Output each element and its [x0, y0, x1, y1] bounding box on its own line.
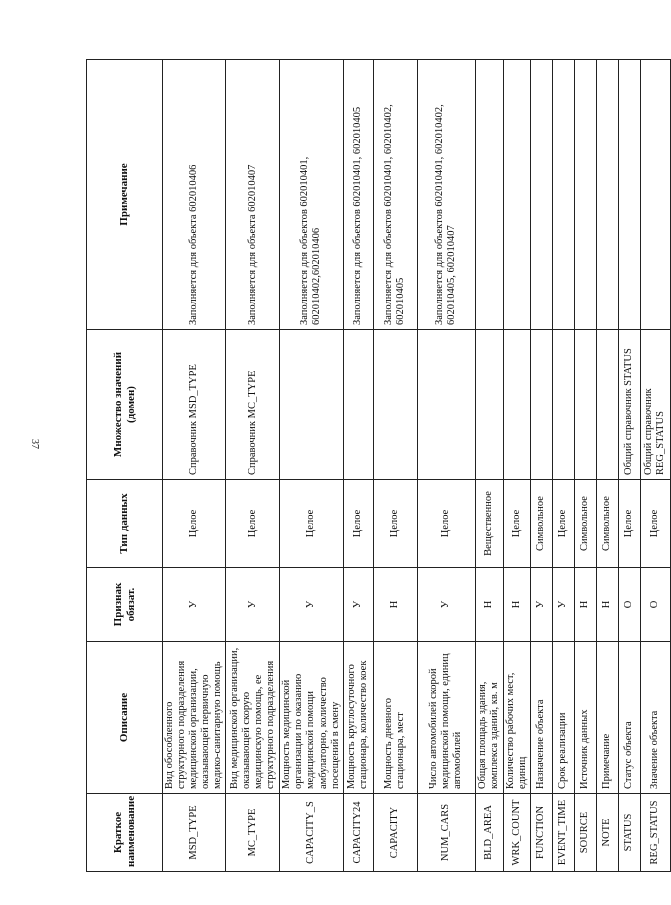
- cell-data-type: Целое: [640, 480, 670, 568]
- cell-description: Мощность круглосуточного стационара, количество коек: [343, 642, 373, 794]
- cell-required: У: [530, 568, 552, 642]
- cell-note: Заполняется для объектов 602010401, 602010402,602010406: [280, 60, 343, 330]
- cell-note: [618, 60, 640, 330]
- cell-note: Заполняется для объекта 602010407: [226, 60, 280, 330]
- cell-short-name: STATUS: [618, 794, 640, 872]
- cell-data-type: Целое: [417, 480, 475, 568]
- cell-note: [596, 60, 618, 330]
- cell-domain: Справочник MSD_TYPE: [163, 330, 226, 480]
- cell-short-name: CAPACITY24: [343, 794, 373, 872]
- cell-note: [574, 60, 596, 330]
- cell-required: Н: [574, 568, 596, 642]
- cell-data-type: Целое: [280, 480, 343, 568]
- cell-description: Мощность медицинской организации по оказанию медицинской помощи амбулаторно, количество посещений в смену: [280, 642, 343, 794]
- cell-required: У: [417, 568, 475, 642]
- cell-domain: Общий справочник STATUS: [618, 330, 640, 480]
- cell-domain: [552, 330, 574, 480]
- table-row: [373, 60, 417, 872]
- cell-data-type: Символьное: [596, 480, 618, 568]
- header-note: Примечание: [87, 60, 163, 330]
- table-row: [417, 60, 475, 872]
- page-number: 37: [29, 439, 40, 449]
- cell-short-name: CAPACITY: [373, 794, 417, 872]
- cell-required: У: [343, 568, 373, 642]
- cell-description: Примечание: [596, 642, 618, 794]
- cell-short-name: CAPACITY_S: [280, 794, 343, 872]
- cell-data-type: Целое: [618, 480, 640, 568]
- table-row: [280, 60, 343, 872]
- cell-short-name: REG_STATUS: [640, 794, 670, 872]
- cell-data-type: Символьное: [530, 480, 552, 568]
- cell-data-type: Целое: [163, 480, 226, 568]
- cell-data-type: Целое: [552, 480, 574, 568]
- cell-required: Н: [596, 568, 618, 642]
- cell-note: Заполняется для объектов 602010401, 602010402, 602010405, 602010407: [417, 60, 475, 330]
- table-row: [574, 60, 596, 872]
- cell-description: Назначение объекта: [530, 642, 552, 794]
- cell-data-type: Символьное: [574, 480, 596, 568]
- cell-domain: Справочник MC_TYPE: [226, 330, 280, 480]
- cell-domain: [343, 330, 373, 480]
- cell-required: О: [640, 568, 670, 642]
- table-row: [475, 60, 503, 872]
- table-row: [503, 60, 530, 872]
- cell-description: Общая площадь здания, комплекса зданий, кв. м: [475, 642, 503, 794]
- cell-data-type: Целое: [226, 480, 280, 568]
- cell-description: Значение объекта: [640, 642, 670, 794]
- attributes-table: [86, 59, 671, 872]
- table-row: [596, 60, 618, 872]
- cell-short-name: MSD_TYPE: [163, 794, 226, 872]
- table-row: [163, 60, 226, 872]
- cell-data-type: Вещественное: [475, 480, 503, 568]
- cell-description: Источник данных: [574, 642, 596, 794]
- cell-note: [475, 60, 503, 330]
- cell-description: Число автомобилей скорой медицинской помощи, единиц автомобилей: [417, 642, 475, 794]
- table-row: [640, 60, 670, 872]
- cell-short-name: NOTE: [596, 794, 618, 872]
- cell-note: [552, 60, 574, 330]
- cell-required: У: [552, 568, 574, 642]
- cell-description: Срок реализации: [552, 642, 574, 794]
- cell-data-type: Целое: [343, 480, 373, 568]
- cell-description: Вид медицинской организации, оказывающей скорую медицинскую помощь, ее структурного подразделения: [226, 642, 280, 794]
- cell-required: О: [618, 568, 640, 642]
- cell-required: У: [226, 568, 280, 642]
- cell-domain: [373, 330, 417, 480]
- cell-required: У: [280, 568, 343, 642]
- cell-note: Заполняется для объектов 602010401, 602010405: [343, 60, 373, 330]
- cell-required: Н: [373, 568, 417, 642]
- cell-required: Н: [475, 568, 503, 642]
- cell-short-name: FUNCTION: [530, 794, 552, 872]
- table-row: [618, 60, 640, 872]
- cell-note: [530, 60, 552, 330]
- cell-description: Количество рабочих мест, единиц: [503, 642, 530, 794]
- header-domain: Множество значений (домен): [87, 330, 163, 480]
- table-row: [343, 60, 373, 872]
- cell-domain: [596, 330, 618, 480]
- table-header-row: [87, 60, 163, 872]
- header-required: Признак обязат.: [87, 568, 163, 642]
- cell-domain: Общий справочник REG_STATUS: [640, 330, 670, 480]
- cell-note: Заполняется для объекта 602010406: [163, 60, 226, 330]
- cell-short-name: SOURCE: [574, 794, 596, 872]
- cell-description: Вид обособленного структурного подразделения медицинской организации, оказывающей первичную медико-санитарную помощь: [163, 642, 226, 794]
- header-data-type: Тип данных: [87, 480, 163, 568]
- cell-note: Заполняется для объектов 602010401, 602010402, 602010405: [373, 60, 417, 330]
- header-description: Описание: [87, 642, 163, 794]
- cell-short-name: WRK_COUNT: [503, 794, 530, 872]
- table-row: [552, 60, 574, 872]
- cell-data-type: Целое: [503, 480, 530, 568]
- cell-short-name: NUM_CARS: [417, 794, 475, 872]
- rotated-table-wrapper: [86, 60, 667, 872]
- header-short-name: Краткое наименование: [87, 794, 163, 872]
- cell-domain: [280, 330, 343, 480]
- cell-note: [640, 60, 670, 330]
- cell-domain: [475, 330, 503, 480]
- cell-domain: [503, 330, 530, 480]
- cell-short-name: MC_TYPE: [226, 794, 280, 872]
- cell-short-name: BLD_AREA: [475, 794, 503, 872]
- cell-short-name: EVENT_TIME: [552, 794, 574, 872]
- cell-description: Мощность дневного стационара, мест: [373, 642, 417, 794]
- table-row: [226, 60, 280, 872]
- cell-required: Н: [503, 568, 530, 642]
- cell-data-type: Целое: [373, 480, 417, 568]
- table-row: [530, 60, 552, 872]
- cell-domain: [574, 330, 596, 480]
- cell-domain: [417, 330, 475, 480]
- cell-description: Статус объекта: [618, 642, 640, 794]
- cell-domain: [530, 330, 552, 480]
- cell-required: У: [163, 568, 226, 642]
- cell-note: [503, 60, 530, 330]
